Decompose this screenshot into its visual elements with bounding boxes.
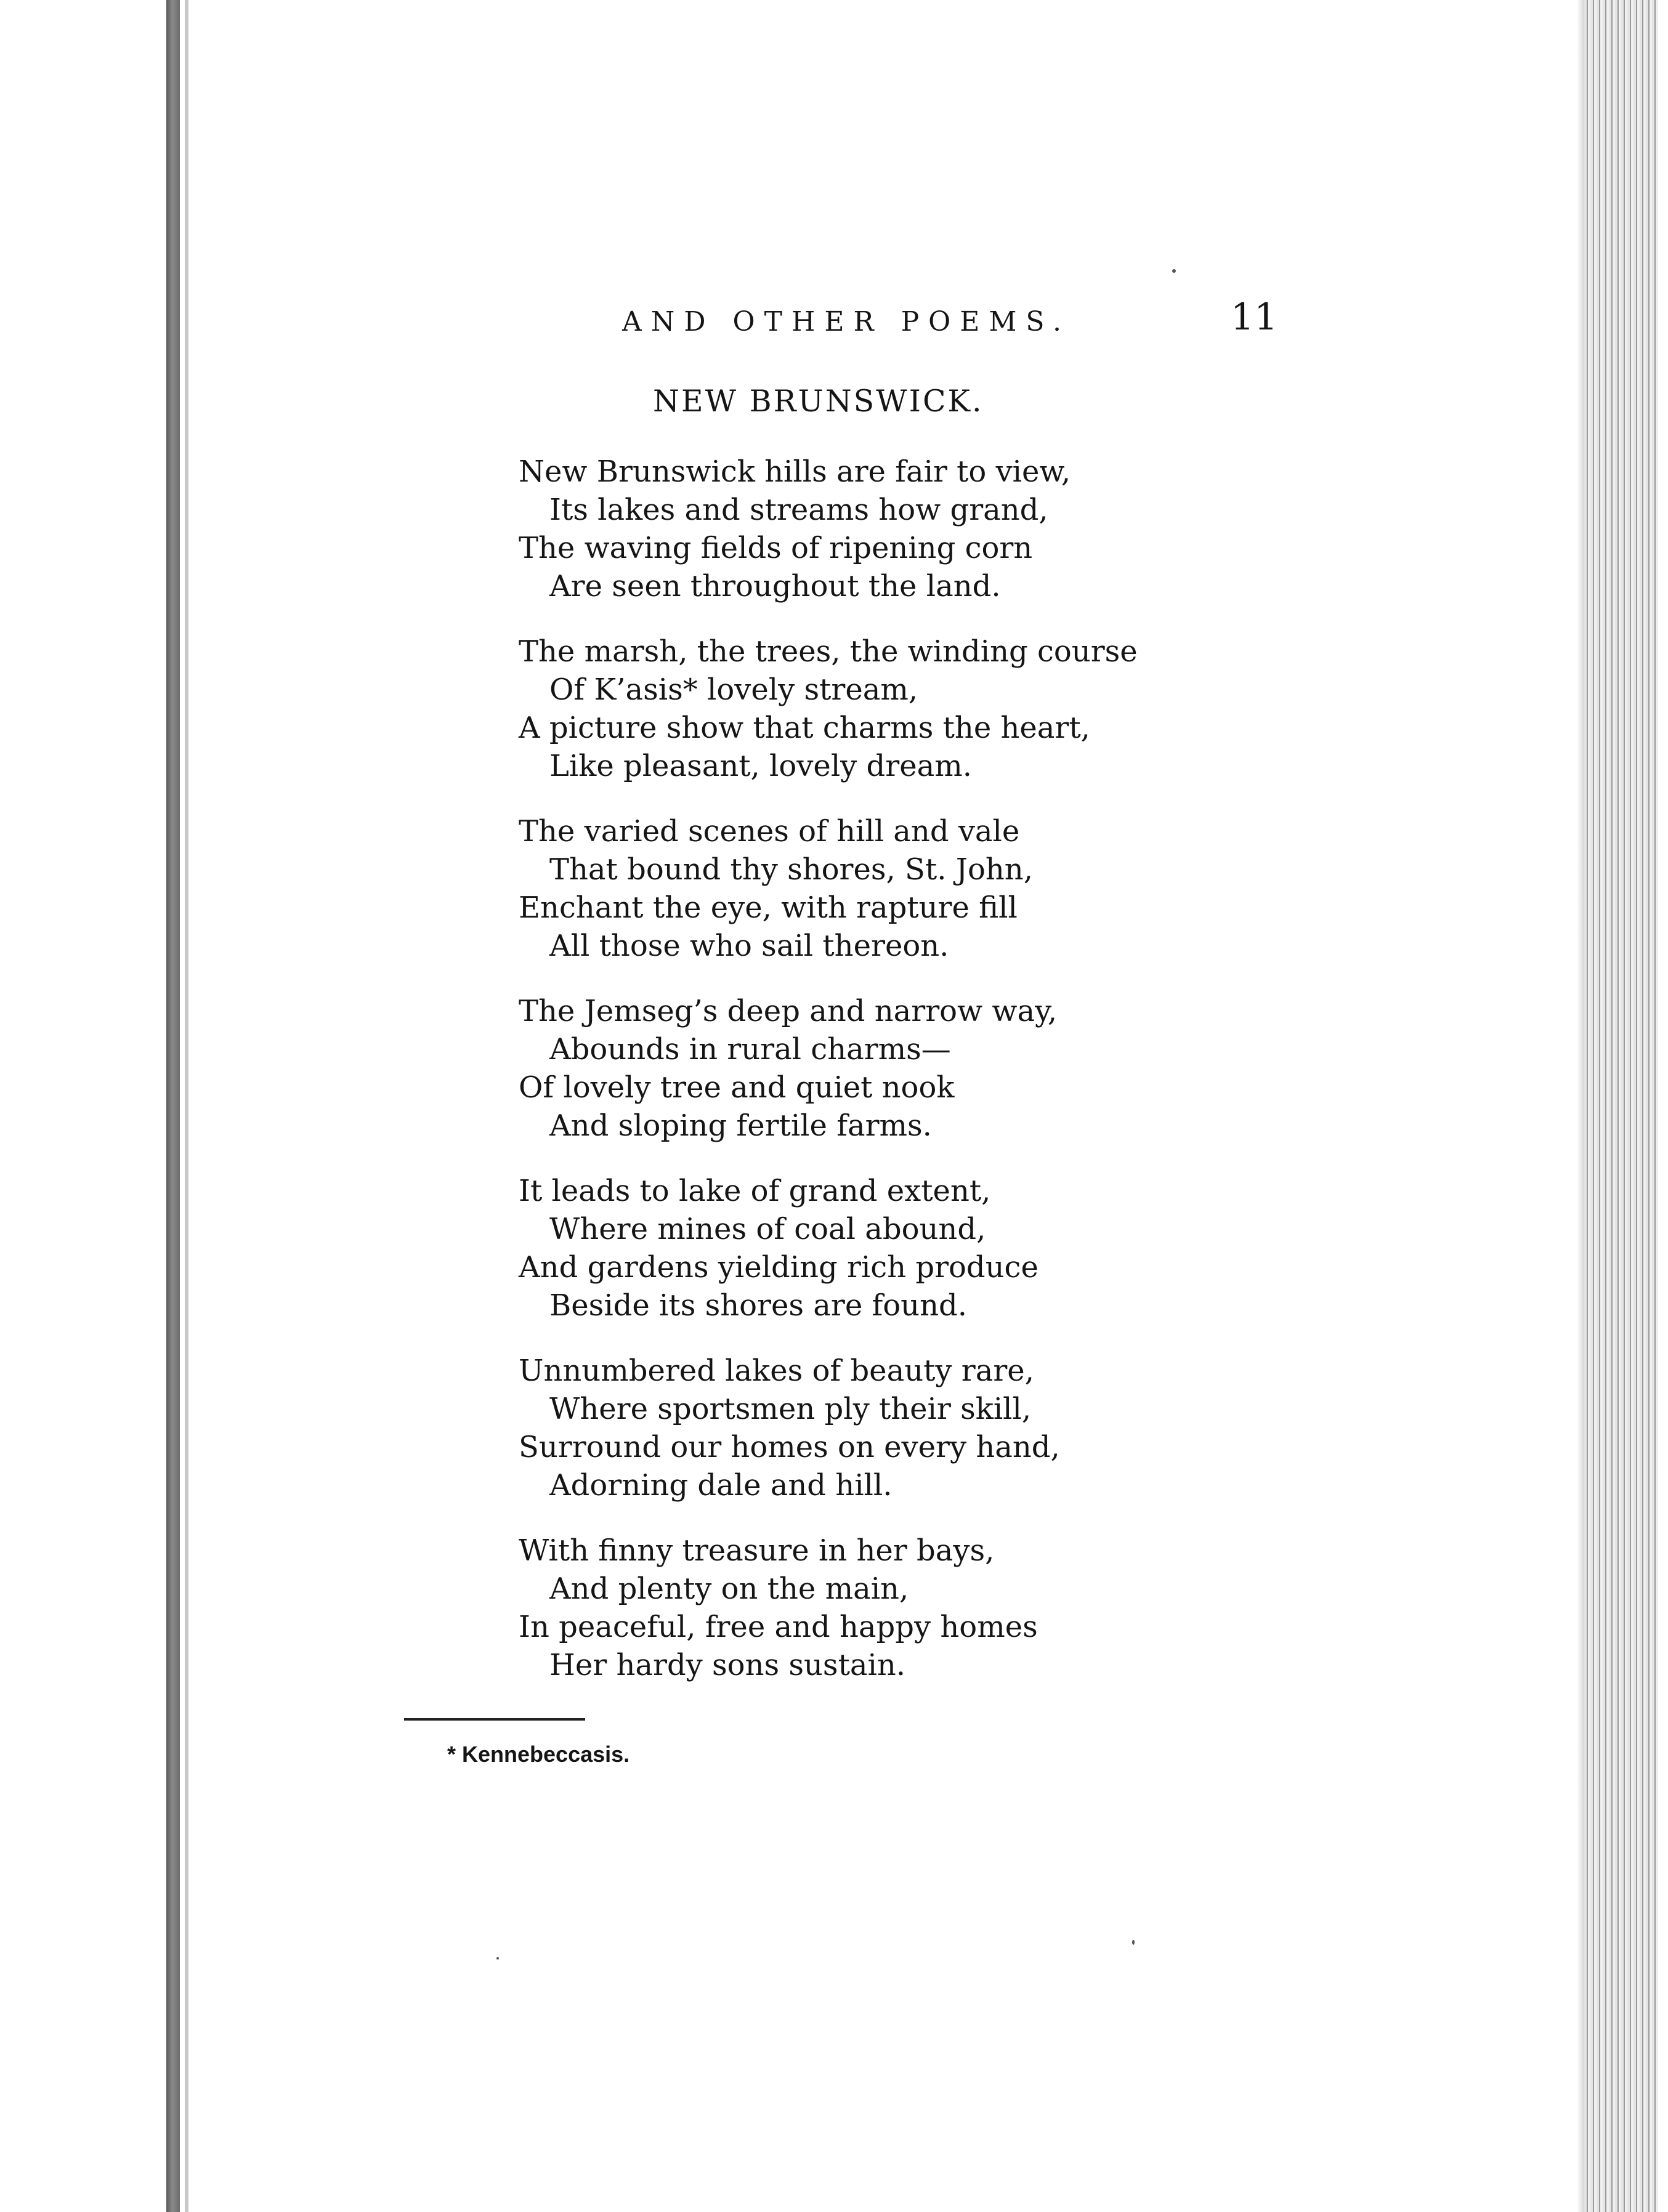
poem-line: Surround our homes on every hand, <box>519 1430 1060 1464</box>
stanza-4 <box>519 992 1504 1145</box>
poem-line: The varied scenes of hill and vale <box>519 814 1020 849</box>
poem-line: In peaceful, free and happy homes <box>519 1610 1038 1644</box>
stanza-1 <box>519 453 1504 605</box>
stanza-2 <box>519 632 1504 785</box>
poem-line: The Jemseg’s deep and narrow way, <box>519 994 1058 1028</box>
poem-line: Adorning dale and hill. <box>549 1468 893 1503</box>
poem-line: The waving fields of ripening corn <box>519 531 1033 565</box>
poem-line: Beside its shores are found. <box>549 1288 967 1323</box>
poem-line: And sloping fertile farms. <box>549 1108 932 1143</box>
poem-body <box>519 453 1504 1711</box>
poem-line: And gardens yielding rich produce <box>519 1250 1038 1285</box>
poem-line: Abounds in rural charms— <box>549 1032 951 1067</box>
running-head: AND OTHER POEMS. <box>622 306 1071 337</box>
poem-line: With finny treasure in her bays, <box>519 1533 995 1568</box>
print-speck <box>1172 269 1176 273</box>
poem-line: Are seen throughout the land. <box>549 569 1001 603</box>
poem-line: Her hardy sons sustain. <box>549 1648 905 1682</box>
stanza-5 <box>519 1172 1504 1325</box>
stanza-6 <box>519 1352 1504 1504</box>
footnote-rule <box>404 1718 585 1721</box>
poem-line: New Brunswick hills are fair to view, <box>519 454 1071 489</box>
binding-edge <box>185 0 188 2212</box>
poem-line: The marsh, the trees, the winding course <box>519 634 1138 669</box>
print-speck <box>496 1957 499 1960</box>
poem-line: Enchant the eye, with rapture fill <box>519 890 1018 925</box>
stanza-7 <box>519 1532 1504 1684</box>
page-number: 11 <box>1231 296 1278 339</box>
poem-line: Where mines of coal abound, <box>549 1212 986 1246</box>
poem-line: That bound thy shores, St. John, <box>549 852 1033 887</box>
poem-title: NEW BRUNSWICK. <box>653 384 984 419</box>
poem-line: Like pleasant, lovely dream. <box>549 749 973 783</box>
stanza-3 <box>519 812 1504 965</box>
poem-line: Its lakes and streams how grand, <box>549 493 1048 527</box>
page-stack-edges <box>1584 0 1658 2212</box>
poem-line: All those who sail thereon. <box>549 929 949 963</box>
footnote: * Kennebeccasis. <box>447 1742 630 1767</box>
poem-line: Of lovely tree and quiet nook <box>519 1070 955 1105</box>
poem-line: Where sportsmen ply their skill, <box>549 1392 1032 1426</box>
poem-line: It leads to lake of grand extent, <box>519 1174 991 1208</box>
print-speck <box>1132 1940 1135 1945</box>
poem-line: A picture show that charms the heart, <box>519 711 1090 745</box>
poem-line: Unnumbered lakes of beauty rare, <box>519 1354 1034 1388</box>
binding-shadow <box>166 0 180 2212</box>
poem-line: And plenty on the main, <box>549 1572 909 1606</box>
poem-line: Of K’asis* lovely stream, <box>549 672 918 707</box>
